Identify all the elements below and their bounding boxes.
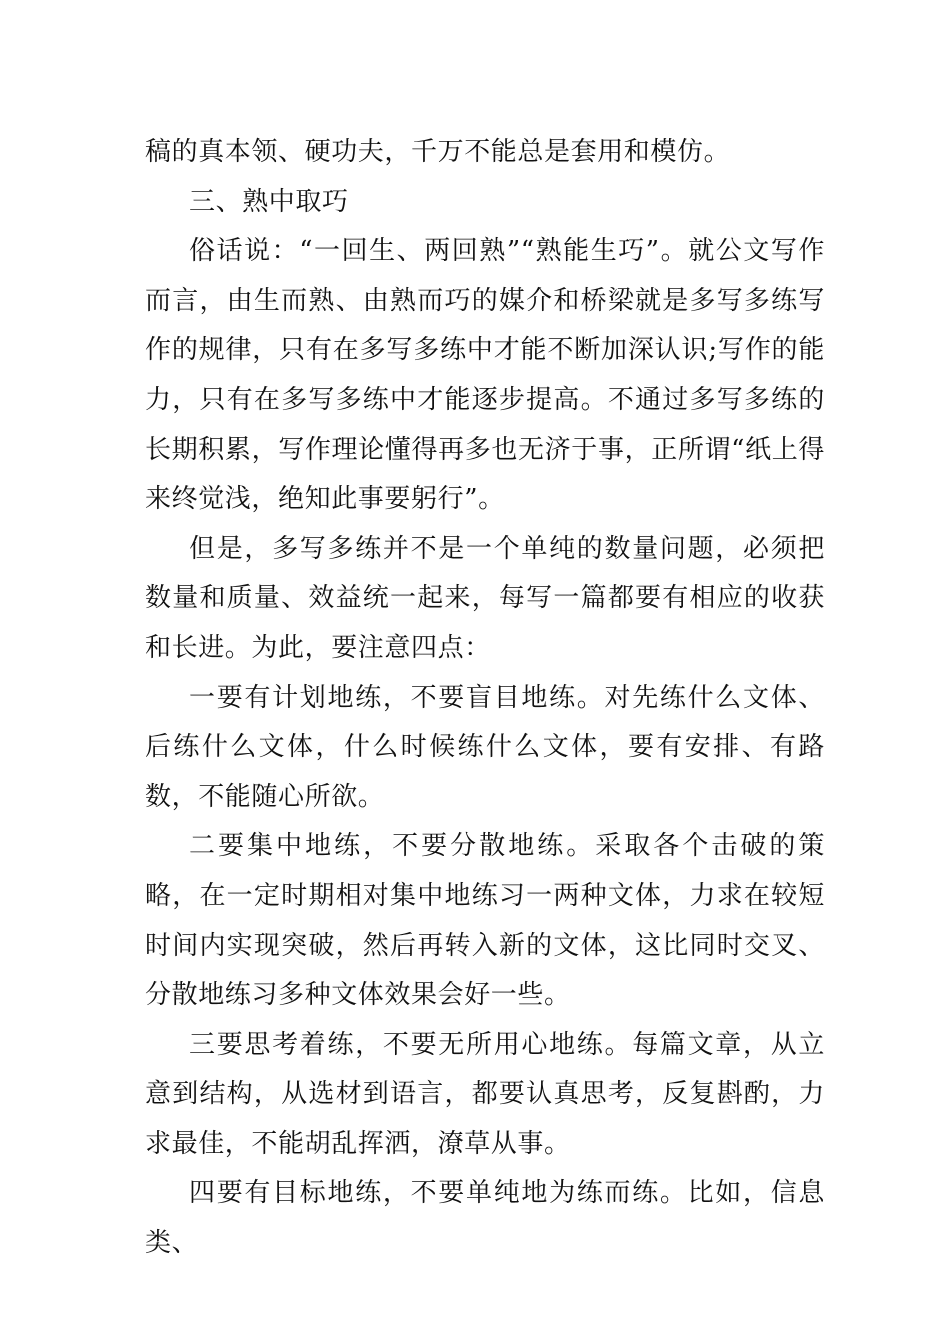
paragraph-point-two: 二要集中地练，不要分散地练。采取各个击破的策略，在一定时期相对集中地练习一两种文体，力求在较短时间内实现突破，然后再转入新的文体，这比同时交叉、分散地练习多种文体效果会好一些。 bbox=[145, 831, 825, 1011]
paragraph-continuation: 稿的真本领、硬功夫，千万不能总是套用和模仿。 bbox=[145, 137, 731, 167]
document-body bbox=[145, 128, 825, 1269]
section-heading: 三、熟中取巧 bbox=[189, 186, 349, 217]
paragraph: 俗话说：“一回生、两回熟”“熟能生巧”。就公文写作而言，由生而熟、由熟而巧的媒介和桥梁就是多写多练写作的规律，只有在多写多练中才能不断加深认识;写作的能力，只有在多写多练中才能逐步提高。不通过多写多练的长期积累，写作理论懂得再多也无济于事，正所谓“纸上得来终觉浅，绝知此事要躬行”。 bbox=[145, 236, 825, 515]
paragraph-point-three: 三要思考着练，不要无所用心地练。每篇文章，从立意到结构，从选材到语言，都要认真思考，反复斟酌，力求最佳，不能胡乱挥洒，潦草从事。 bbox=[145, 1029, 825, 1159]
paragraph-point-four: 四要有目标地练，不要单纯地为练而练。比如，信息类、 bbox=[145, 1178, 825, 1259]
paragraph: 但是，多写多练并不是一个单纯的数量问题，必须把数量和质量、效益统一起来，每写一篇都要有相应的收获和长进。为此，要注意四点： bbox=[145, 533, 825, 663]
paragraph-point-one: 一要有计划地练，不要盲目地练。对先练什么文体、后练什么文体，什么时候练什么文体，要有安排、有路数，不能随心所欲。 bbox=[145, 682, 825, 812]
